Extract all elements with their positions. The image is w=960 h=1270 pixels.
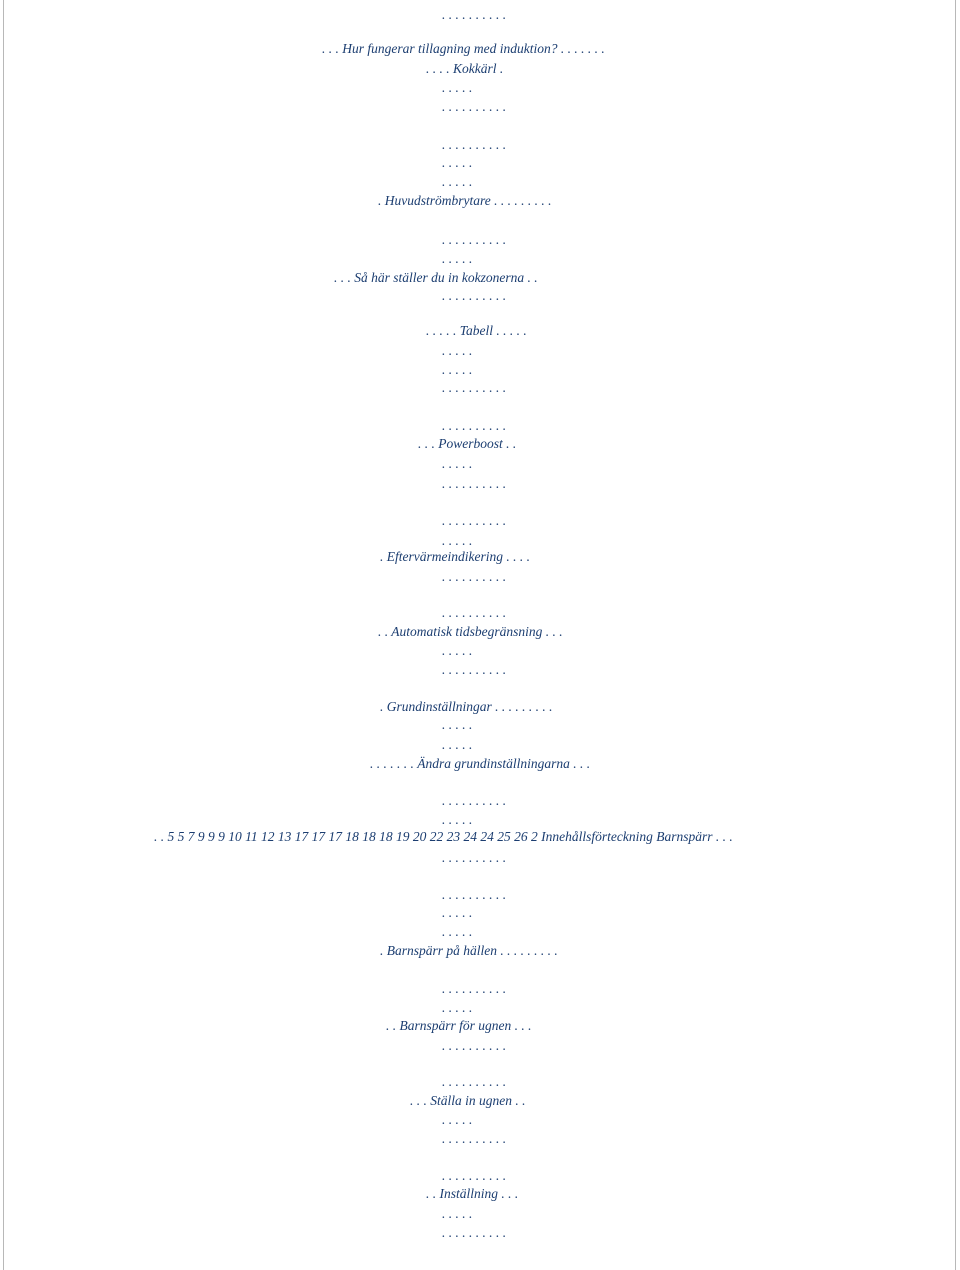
toc-leader-dots: . . . . . bbox=[442, 174, 473, 189]
toc-leader-dots: . . . . . bbox=[442, 905, 473, 920]
toc-leader-dots: . . . . . bbox=[442, 1112, 473, 1127]
toc-leader-dots: . . . . . bbox=[442, 456, 473, 471]
toc-leader-dots: . . . . . . . . . . bbox=[442, 380, 507, 395]
toc-entry[interactable]: . . . Så här ställer du in kokzonerna . . bbox=[334, 270, 538, 285]
toc-entry[interactable]: . . . . Kokkärl . bbox=[426, 61, 504, 76]
toc-leader-dots: . . . . . . . . . . bbox=[442, 569, 507, 584]
toc-leader-dots: . . . . . bbox=[442, 155, 473, 170]
toc-leader-dots: . . . . . . . . . . bbox=[442, 513, 507, 528]
toc-leader-dots: . . . . . . . . . . bbox=[442, 1225, 507, 1240]
toc-leader-dots: . . . . . . . . . . bbox=[442, 288, 507, 303]
toc-leader-dots: . . . . . bbox=[442, 924, 473, 939]
toc-leader-dots: . . . . . . . . . . bbox=[442, 418, 507, 433]
toc-leader-dots: . . . . . . . . . . bbox=[442, 605, 507, 620]
toc-leader-dots: . . . . . . . . . . bbox=[442, 981, 507, 996]
toc-leader-dots: . . . . . . . . . . bbox=[442, 7, 507, 22]
toc-entry[interactable]: . . Barnspärr för ugnen . . . bbox=[386, 1018, 532, 1033]
toc-entry[interactable]: . . . . . . . Ändra grundinställningarna . . . bbox=[370, 756, 591, 771]
toc-entry[interactable]: . . . Powerboost . . bbox=[418, 436, 517, 451]
toc-leader-dots: . . . . . bbox=[442, 717, 473, 732]
toc-leader-dots: . . . . . . . . . . bbox=[442, 850, 507, 865]
toc-entry[interactable]: . Huvudströmbrytare . . . . . . . . . bbox=[378, 193, 552, 208]
toc-leader-dots: . . . . . . . . . . bbox=[442, 1168, 507, 1183]
toc-entry[interactable]: . . . Ställa in ugnen . . bbox=[410, 1093, 526, 1108]
toc-leader-dots: . . . . . bbox=[442, 737, 473, 752]
toc-entry[interactable]: . . Automatisk tidsbegränsning . . . bbox=[378, 624, 563, 639]
toc-leader-dots: . . . . . . . . . . bbox=[442, 887, 507, 902]
toc-entry[interactable]: . . . Hur fungerar tillagning med induktion? . . . . . . . bbox=[322, 41, 605, 56]
toc-leader-dots: . . . . . bbox=[442, 533, 473, 548]
toc-leader-dots: . . . . . bbox=[442, 362, 473, 377]
toc-leader-dots: . . . . . . . . . . bbox=[442, 662, 507, 677]
toc-leader-dots: . . . . . bbox=[442, 251, 473, 266]
toc-leader-dots: . . . . . . . . . . bbox=[442, 793, 507, 808]
toc-entry[interactable]: . . 5 5 7 9 9 9 10 11 12 13 17 17 17 18 18 18 19 20 22 23 24 24 25 26 2 Innehållsförteckning Barnspärr . . . bbox=[154, 829, 733, 844]
page-border-right bbox=[955, 0, 956, 1270]
toc-leader-dots: . . . . . bbox=[442, 1000, 473, 1015]
toc-entry[interactable]: . . . . . Tabell . . . . . bbox=[426, 323, 527, 338]
toc-leader-dots: . . . . . bbox=[442, 1206, 473, 1221]
toc-leader-dots: . . . . . . . . . . bbox=[442, 1038, 507, 1053]
toc-leader-dots: . . . . . bbox=[442, 812, 473, 827]
toc-leader-dots: . . . . . . . . . . bbox=[442, 1131, 507, 1146]
toc-leader-dots: . . . . . bbox=[442, 80, 473, 95]
toc-leader-dots: . . . . . bbox=[442, 343, 473, 358]
toc-leader-dots: . . . . . . . . . . bbox=[442, 232, 507, 247]
toc-leader-dots: . . . . . . . . . . bbox=[442, 99, 507, 114]
toc-leader-dots: . . . . . . . . . . bbox=[442, 476, 507, 491]
page-border-left bbox=[3, 0, 4, 1270]
toc-entry[interactable]: . Eftervärmeindikering . . . . bbox=[380, 549, 530, 564]
toc-leader-dots: . . . . . bbox=[442, 643, 473, 658]
toc-entry[interactable]: . Barnspärr på hällen . . . . . . . . . bbox=[380, 943, 558, 958]
toc-entry[interactable]: . . Inställning . . . bbox=[426, 1186, 519, 1201]
toc-leader-dots: . . . . . . . . . . bbox=[442, 1074, 507, 1089]
toc-leader-dots: . . . . . . . . . . bbox=[442, 137, 507, 152]
toc-entry[interactable]: . Grundinställningar . . . . . . . . . bbox=[380, 699, 553, 714]
